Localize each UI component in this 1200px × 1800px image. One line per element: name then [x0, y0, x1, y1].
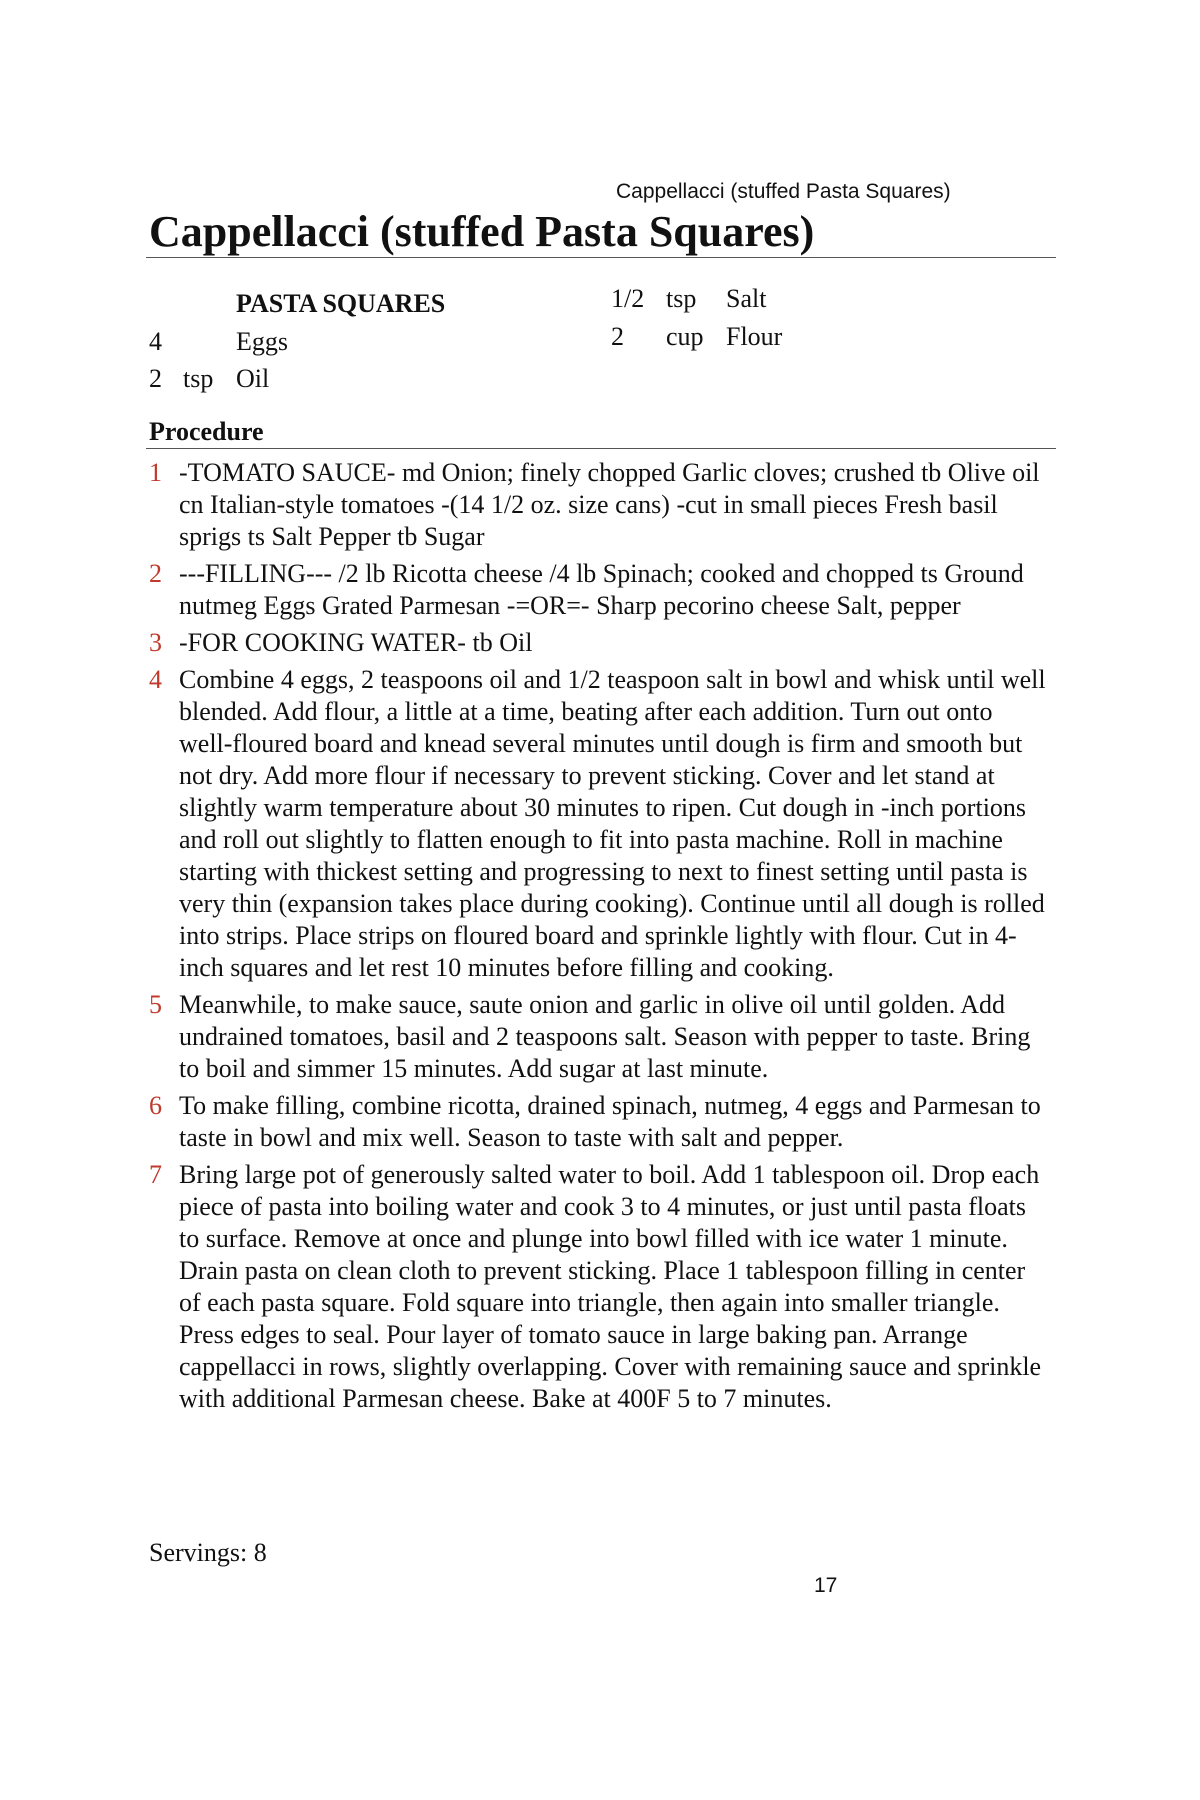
ingredient-unit: cup — [666, 322, 704, 351]
step-number: 5 — [149, 990, 162, 1019]
procedure-step — [149, 989, 1049, 1085]
procedure-step — [149, 558, 1049, 622]
step-text: -FOR COOKING WATER- tb Oil — [179, 628, 533, 657]
step-number: 4 — [149, 665, 162, 694]
procedure-step — [149, 457, 1049, 553]
step-number: 2 — [149, 559, 162, 588]
step-text: To make filling, combine ricotta, drained spinach, nutmeg, 4 eggs and Parmesan to taste in bowl and mix well. Season to taste with salt and pepper. — [179, 1091, 1041, 1152]
ingredient-name: Flour — [726, 322, 783, 351]
ingredient-group-heading: PASTA SQUARES — [236, 289, 446, 318]
step-text: -TOMATO SAUCE- md Onion; finely chopped Garlic cloves; crushed tb Olive oil cn Italian-style tomatoes -(14 1/2 oz. size cans) -cut in small pieces Fresh basil sprigs ts Salt Pepper tb Sugar — [179, 458, 1040, 551]
ingredient-name: Oil — [236, 364, 270, 393]
ingredient-qty: 2 — [149, 364, 162, 393]
procedure-rule — [146, 448, 1056, 449]
ingredient-qty: 2 — [611, 322, 624, 351]
servings: Servings: 8 — [149, 1538, 267, 1567]
ingredient-name: Eggs — [236, 327, 288, 356]
step-number: 3 — [149, 628, 162, 657]
ingredient-unit: tsp — [183, 364, 214, 393]
procedure-steps — [149, 457, 1049, 1420]
title-rule — [146, 257, 1056, 258]
ingredient-qty: 4 — [149, 327, 162, 356]
step-number: 6 — [149, 1091, 162, 1120]
step-text: Combine 4 eggs, 2 teaspoons oil and 1/2 teaspoon salt in bowl and whisk until well blended. Add flour, a little at a time, beating after each addition. Turn out onto well-floured board and knead several minutes until dough is firm and smooth but not dry. Add more flour if necessary to prevent sticking. Cover and let stand at slightly warm temperature about 30 minutes to ripen. Cut dough in -inch portions and roll out slightly to flatten enough to fit into pasta machine. Roll in machine starting with thickest setting and progressing to next to finest setting until pasta is very thin (expansion takes place during cooking). Continue until all dough is rolled into strips. Place strips on floured board and sprinkle lightly with flour. Cut in 4-inch squares and let rest 10 minutes before filling and cooking. — [179, 665, 1046, 982]
procedure-step — [149, 1090, 1049, 1154]
page-number: 17 — [814, 1574, 838, 1597]
ingredient-unit: tsp — [666, 284, 697, 313]
procedure-heading: Procedure — [149, 417, 264, 446]
recipe-title: Cappellacci (stuffed Pasta Squares) — [149, 207, 815, 256]
step-number: 7 — [149, 1160, 162, 1189]
procedure-step — [149, 664, 1049, 984]
step-text: ---FILLING--- /2 lb Ricotta cheese /4 lb Spinach; cooked and chopped ts Ground nutmeg Eggs Grated Parmesan -=OR=- Sharp pecorino cheese Salt, pepper — [179, 559, 1024, 620]
procedure-step — [149, 627, 1049, 659]
ingredient-qty: 1/2 — [611, 284, 645, 313]
ingredient-name: Salt — [726, 284, 767, 313]
procedure-step — [149, 1159, 1049, 1415]
step-text: Meanwhile, to make sauce, saute onion and garlic in olive oil until golden. Add undrained tomatoes, basil and 2 teaspoons salt. Season with pepper to taste. Bring to boil and simmer 15 minutes. Add sugar at last minute. — [179, 990, 1031, 1083]
step-number: 1 — [149, 458, 162, 487]
running-header: Cappellacci (stuffed Pasta Squares) — [616, 180, 951, 203]
step-text: Bring large pot of generously salted water to boil. Add 1 tablespoon oil. Drop each piece of pasta into boiling water and cook 3 to 4 minutes, or just until pasta floats to surface. Remove at once and plunge into bowl filled with ice water 1 minute. Drain pasta on clean cloth to prevent sticking. Place 1 tablespoon filling in center of each pasta square. Fold square into triangle, then again into smaller triangle. Press edges to seal. Pour layer of tomato sauce in large baking pan. Arrange cappellacci in rows, slightly overlapping. Cover with remaining sauce and sprinkle with additional Parmesan cheese. Bake at 400F 5 to 7 minutes. — [179, 1160, 1042, 1413]
